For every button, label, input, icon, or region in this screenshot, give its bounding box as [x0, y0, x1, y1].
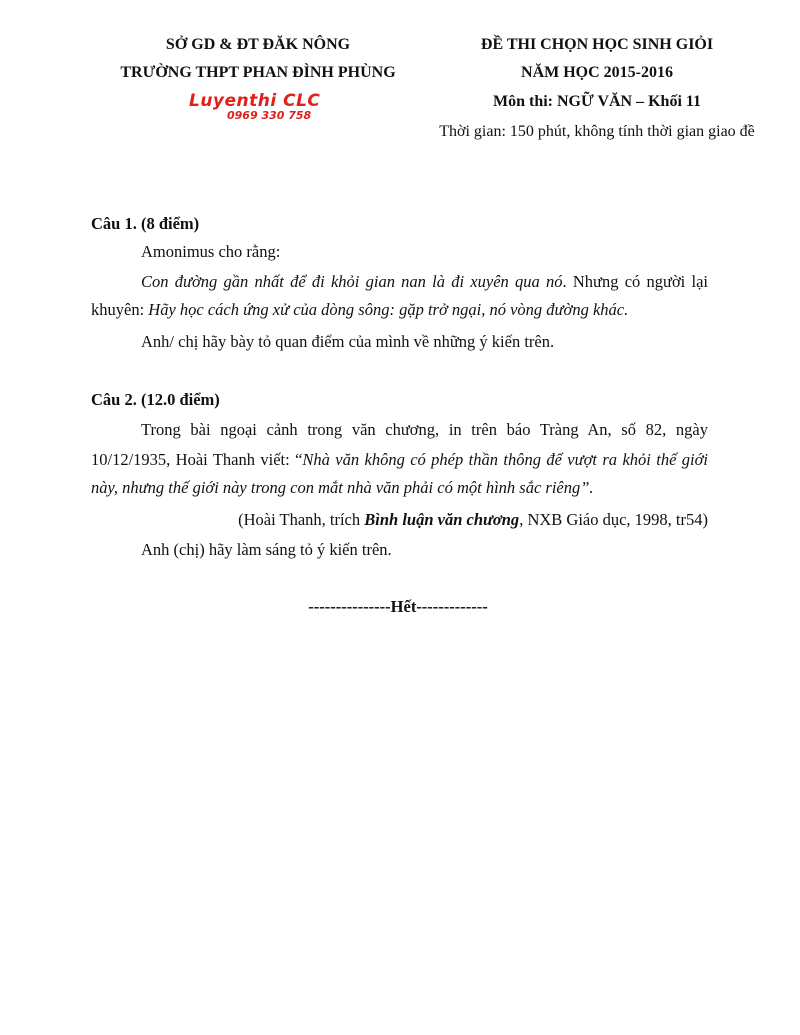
quote-1-continuation: . Nhưng có người lại [562, 272, 708, 291]
question-1-quote-line-1 [91, 265, 708, 298]
logo-name: Luyenthi CLC [189, 91, 321, 111]
logo-phone: 0969 330 758 [227, 109, 312, 122]
question-2-source [238, 510, 708, 530]
exam-subject: Môn thi: NGỮ VĂN – Khối 11 [492, 93, 702, 110]
quote-2: Hãy học cách ứng xử của dòng sông: gặp trở ngại, nó vòng đường khác. [148, 300, 629, 319]
question-1-intro: Amonimus cho rằng: [141, 242, 281, 261]
department-name: SỞ GD & ĐT ĐĂK NÔNG [165, 36, 351, 53]
exam-title: ĐỀ THI CHỌN HỌC SINH GIỎI [480, 36, 714, 53]
school-name: TRƯỜNG THPT PHAN ĐÌNH PHÙNG [120, 64, 396, 81]
source-book: Bình luận văn chương [364, 510, 520, 529]
question-2-line-2-prefix: 10/12/1935, Hoài Thanh viết: “ [91, 450, 303, 469]
quote-1: Con đường gần nhất để đi khỏi gian nan là đi xuyên qua nó [141, 272, 563, 291]
source-prefix: (Hoài Thanh, trích [238, 510, 365, 529]
question-2-title: Câu 2. (12.0 điểm) [91, 390, 220, 409]
question-1-task: Anh/ chị hãy bày tỏ quan điểm của mình về những ý kiến trên. [141, 332, 555, 351]
question-1-title: Câu 1. (8 điểm) [91, 214, 200, 233]
question-2-task: Anh (chị) hãy làm sáng tỏ ý kiến trên. [141, 540, 392, 559]
exam-duration: Thời gian: 150 phút, không tính thời gian giao đề [439, 123, 755, 140]
question-2-quote-part-2: này, nhưng thế giới này trong con mắt nhà văn phải có một hình sắc riêng”. [91, 478, 594, 497]
question-2-line-2 [91, 443, 708, 476]
question-1-quote-line-2 [91, 300, 628, 320]
quote-2-prefix: khuyên: [91, 300, 149, 319]
luyenthi-logo [189, 92, 339, 126]
school-year: NĂM HỌC 2015-2016 [521, 64, 673, 81]
end-mark: ---------------Hết------------- [308, 597, 488, 616]
question-2-line-1: Trong bài ngoại cảnh trong văn chương, in trên báo Tràng An, số 82, ngày [141, 420, 708, 439]
question-2-quote-part-1: Nhà văn không có phép thần thông để vượt ra khỏi thế giới [302, 450, 709, 469]
source-suffix: , NXB Giáo dục, 1998, tr54) [519, 510, 708, 529]
